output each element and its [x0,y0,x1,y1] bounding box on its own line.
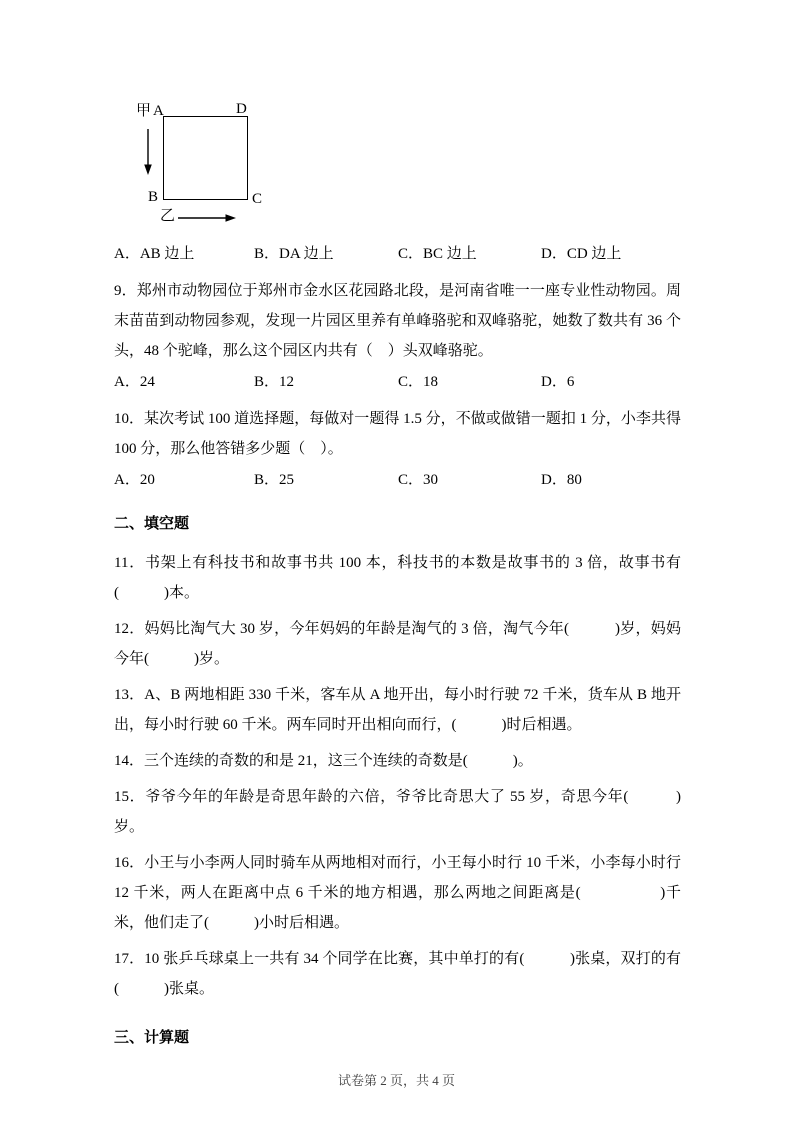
question-12-text: 12．妈妈比淘气大 30 岁，今年妈妈的年龄是淘气的 3 倍，淘气今年( )岁，妈妈今年( )岁。 [114,621,681,667]
question-14-text: 14．三个连续的奇数的和是 21，这三个连续的奇数是( )。 [114,753,533,769]
figure-corner-a: A [153,103,164,119]
figure-corner-d: D [236,101,247,117]
option-d: D．CD 边上 [541,246,622,262]
figure-label-jia: 甲 [136,103,152,119]
question-10-text: 10．某次考试 100 道选择题，每做对一题得 1.5 分，不做或做错一题扣 1 分，小李共得 100 分，那么他答错多少题（ ）。 [114,411,681,457]
question-8-options [114,244,681,264]
figure-label-yi: 乙 [160,208,176,224]
down-arrow-icon [142,129,154,175]
option-d: D．6 [541,374,575,390]
figure-corner-c: C [252,191,263,207]
right-arrow-icon [178,212,236,224]
section-title-calculation: 三、计算题 [114,1030,190,1046]
option-b: B．12 [254,374,295,390]
option-c: C．30 [398,472,439,488]
option-c: C．BC 边上 [398,246,477,262]
question-10-options [114,470,681,490]
question-17-text: 17．10 张乒乓球桌上一共有 34 个同学在比赛，其中单打的有( )张桌，双打的有( )张桌。 [114,951,681,997]
question-9-options [114,372,681,392]
square-motion-diagram [136,102,366,228]
option-b: B．DA 边上 [254,246,334,262]
figure-corner-b: B [148,189,159,205]
square-shape [163,116,248,200]
page-footer: 试卷第 2 页，共 4 页 [337,1073,455,1088]
question-16-text: 16．小王与小李两人同时骑车从两地相对而行，小王每小时行 10 千米，小李每小时行 12 千米，两人在距离中点 6 千米的地方相遇，那么两地之间距离是( )千米，他们走了( )小时后相遇。 [114,855,681,931]
option-c: C．18 [398,374,439,390]
question-15-text: 15．爷爷今年的年龄是奇思年龄的六倍，爷爷比奇思大了 55 岁，奇思今年( )岁。 [114,789,681,835]
option-a: A．24 [114,374,155,390]
option-a: A．20 [114,472,155,488]
option-a: A．AB 边上 [114,246,195,262]
option-b: B．25 [254,472,295,488]
option-d: D．80 [541,472,582,488]
question-11-text: 11．书架上有科技书和故事书共 100 本，科技书的本数是故事书的 3 倍，故事书有( )本。 [114,555,681,601]
section-title-fill-in-blanks: 二、填空题 [114,516,190,532]
question-13-text: 13．A、B 两地相距 330 千米，客车从 A 地开出，每小时行驶 72 千米，货车从 B 地开出，每小时行驶 60 千米。两车同时开出相向而行，( )时后相遇。 [114,687,681,733]
question-9-text: 9．郑州市动物园位于郑州市金水区花园路北段，是河南省唯一一座专业性动物园。周末苗苗到动物园参观，发现一片园区里养有单峰骆驼和双峰骆驼，她数了数共有 36 个头，48 个驼峰，那么这个园区内共有（ ）头双峰骆驼。 [114,283,681,359]
